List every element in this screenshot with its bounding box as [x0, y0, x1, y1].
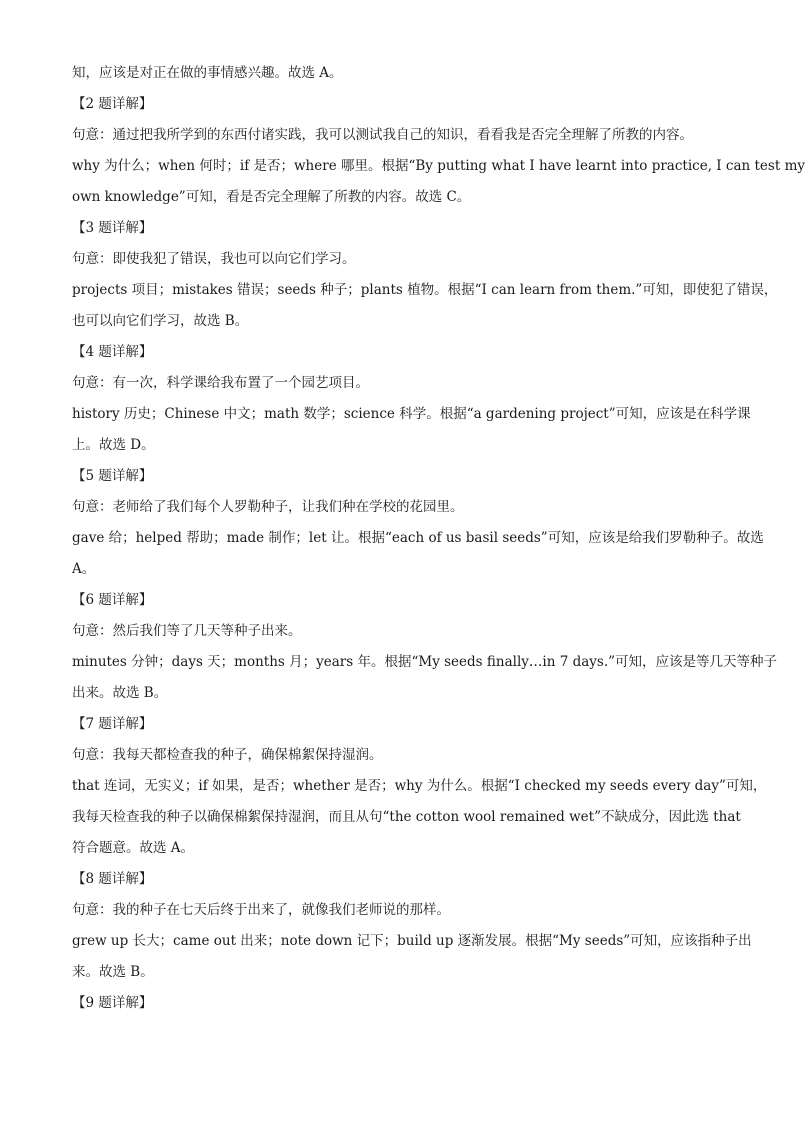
text-line: 知，应该是对正在做的事情感兴趣。故选 A。	[72, 65, 343, 81]
question-heading: 【3 题详解】	[72, 220, 153, 236]
question-heading: 【5 题详解】	[72, 468, 153, 484]
text-line: 来。故选 B。	[72, 964, 154, 980]
text-line: 出来。故选 B。	[72, 685, 168, 701]
text-line: 句意：然后我们等了几天等种子出来。	[72, 623, 302, 639]
text-line: 句意：老师给了我们每个人罗勒种子，让我们种在学校的花园里。	[72, 499, 464, 515]
question-heading: 【4 题详解】	[72, 344, 153, 360]
text-line: 也可以向它们学习，故选 B。	[72, 313, 249, 329]
text-line: 我每天检查我的种子以确保棉絮保持湿润，而且从句“the cotton wool remained wet”不缺成分，因此选 that	[72, 809, 741, 825]
text-line: 句意：我的种子在七天后终于出来了，就像我们老师说的那样。	[72, 902, 450, 918]
text-line: minutes 分钟；days 天；months 月；years 年。根据“My seeds finally…in 7 days.”可知，应该是等几天等种子	[72, 654, 778, 670]
text-line: 句意：有一次，科学课给我布置了一个园艺项目。	[72, 375, 369, 391]
question-heading: 【8 题详解】	[72, 871, 153, 887]
text-line: 句意：通过把我所学到的东西付诸实践，我可以测试我自己的知识，看看我是否完全理解了所教的内容。	[72, 127, 693, 143]
text-line: projects 项目；mistakes 错误；seeds 种子；plants 植物。根据“I can learn from them.”可知，即使犯了错误，	[72, 282, 778, 298]
text-line: gave 给；helped 帮助；made 制作；let 让。根据“each of us basil seeds”可知，应该是给我们罗勒种子。故选	[72, 530, 764, 546]
text-line: 句意：我每天都检查我的种子，确保棉絮保持湿润。	[72, 747, 383, 763]
text-line: 上。故选 D。	[72, 437, 155, 453]
text-line: own knowledge”可知，看是否完全理解了所教的内容。故选 C。	[72, 189, 471, 205]
text-line: 句意：即使我犯了错误，我也可以向它们学习。	[72, 251, 356, 267]
text-line: A。	[72, 561, 96, 577]
text-line: history 历史；Chinese 中文；math 数学；science 科学。根据“a gardening project”可知，应该是在科学课	[72, 406, 751, 422]
question-heading: 【9 题详解】	[72, 995, 153, 1011]
text-line: that 连词，无实义；if 如果，是否；whether 是否；why 为什么。根据“I checked my seeds every day”可知，	[72, 778, 767, 794]
text-line: grew up 长大；came out 出来；note down 记下；build up 逐渐发展。根据“My seeds”可知，应该指种子出	[72, 933, 752, 949]
text-line: 符合题意。故选 A。	[72, 840, 195, 856]
text-line: why 为什么；when 何时；if 是否；where 哪里。根据“By putting what I have learnt into practice, I can test my	[72, 158, 805, 174]
question-heading: 【7 题详解】	[72, 716, 153, 732]
document-page	[72, 58, 805, 1019]
question-heading: 【6 题详解】	[72, 592, 153, 608]
question-heading: 【2 题详解】	[72, 96, 153, 112]
